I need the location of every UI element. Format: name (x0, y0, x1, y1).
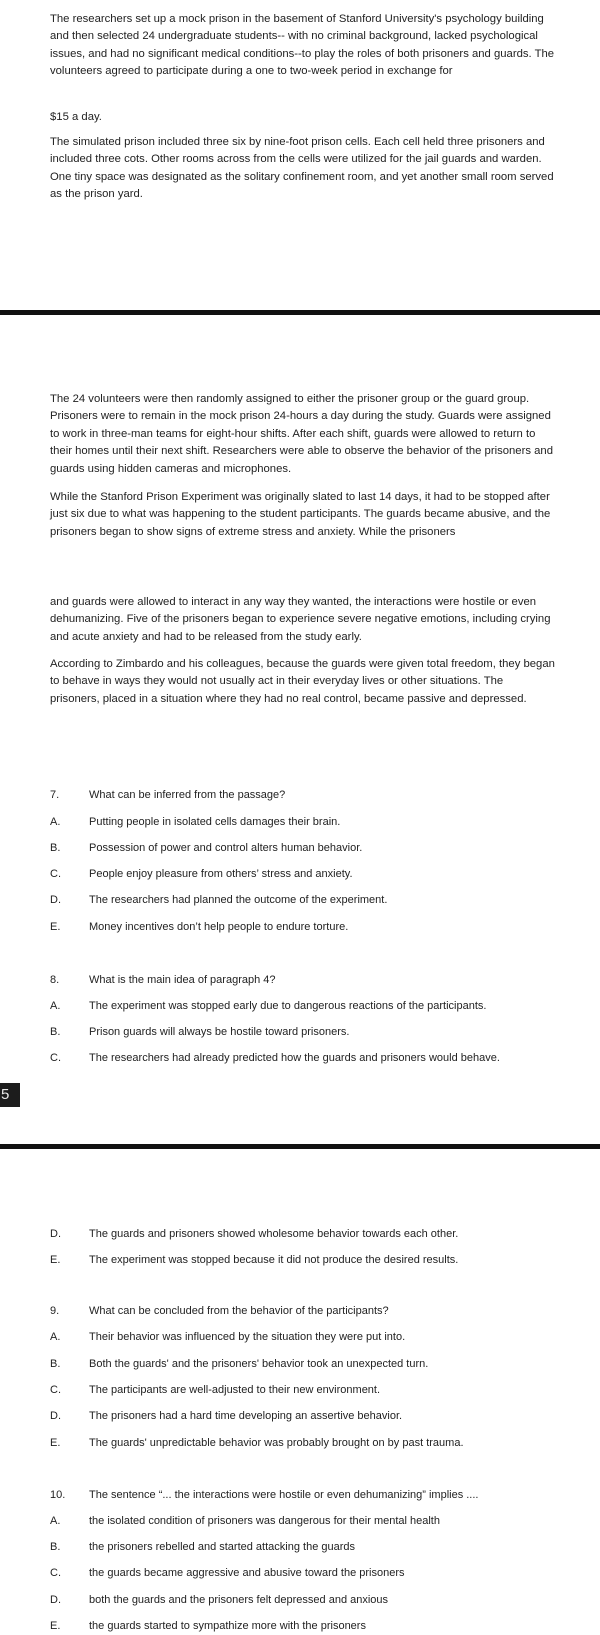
option-text: The guards and prisoners showed wholesome behavior towards each other. (89, 1228, 459, 1240)
option-text: The researchers had planned the outcome of the experiment. (89, 894, 388, 906)
option-letter: B. (50, 1026, 61, 1038)
option-letter: D. (50, 1228, 61, 1240)
option-letter: A. (50, 1000, 61, 1012)
paragraph-2: $15 a day. (50, 111, 102, 123)
option-text: The guards' unpredictable behavior was probably brought on by past trauma. (89, 1437, 464, 1449)
paragraph-3: The simulated prison included three six by nine-foot prison cells. Each cell held three prisoners and included three cots. Other rooms across from the cells were utilized for the jail guards and warden. One tiny space was designated as the solitary confinement room, and yet another small room served as the prison yard. (50, 136, 554, 201)
option-text: The experiment was stopped because it did not produce the desired results. (89, 1254, 459, 1266)
question-number: 8. (50, 974, 60, 986)
paragraph-7: According to Zimbardo and his colleagues, because the guards were given total freedom, they began to behave in ways they would not usually act in their everyday lives or other situations. The prisoners, placed in a situation where they had no real control, became passive and depressed. (50, 658, 555, 705)
question-text: What can be concluded from the behavior of the participants? (89, 1305, 389, 1317)
question-number: 7. (50, 789, 60, 801)
option-text: Both the guards' and the prisoners' behavior took an unexpected turn. (89, 1358, 429, 1370)
option-letter: C. (50, 868, 61, 880)
option-letter: D. (50, 894, 61, 906)
option-text: the prisoners rebelled and started attacking the guards (89, 1541, 355, 1553)
paragraph-1: The researchers set up a mock prison in the basement of Stanford University's psychology building and then selected 24 undergraduate students-- with no criminal background, lacked psychological issues, and had no significant medical conditions--to play the roles of both prisoners and guards. The volunteers agreed to participate during a one to two-week period in exchange for (50, 13, 555, 78)
option-text: The prisoners had a hard time developing an assertive behavior. (89, 1410, 403, 1422)
option-text: both the guards and the prisoners felt depressed and anxious (89, 1594, 389, 1606)
option-letter: D. (50, 1594, 61, 1606)
page-number: 5 (0, 1083, 20, 1107)
paragraph-4: The 24 volunteers were then randomly assigned to either the prisoner group or the guard group. Prisoners were to remain in the mock prison 24-hours a day during the study. Guards were assigned to work in three-man teams for eight-hour shifts. After each shift, guards were allowed to return to their homes until their next shift. Researchers were able to observe the behavior of the prisoners and guards using hidden cameras and microphones. (50, 393, 553, 475)
option-letter: B. (50, 842, 61, 854)
option-text: Possession of power and control alters human behavior. (89, 842, 363, 854)
option-letter: E. (50, 1437, 61, 1449)
option-text: The experiment was stopped early due to dangerous reactions of the participants. (89, 1000, 487, 1012)
option-text: People enjoy pleasure from others’ stress and anxiety. (89, 868, 353, 880)
paragraph-5: While the Stanford Prison Experiment was originally slated to last 14 days, it had to be stopped after just six due to what was happening to the student participants. The guards became abusive, and the prisoners began to show signs of extreme stress and anxiety. While the prisoners (50, 491, 551, 538)
option-letter: E. (50, 1620, 61, 1632)
question-text: What can be inferred from the passage? (89, 789, 286, 801)
option-text: Putting people in isolated cells damages their brain. (89, 816, 341, 828)
option-letter: B. (50, 1541, 61, 1553)
question-number: 10. (50, 1489, 66, 1501)
question-text: What is the main idea of paragraph 4? (89, 974, 276, 986)
option-text: the guards became aggressive and abusive toward the prisoners (89, 1567, 405, 1579)
option-letter: B. (50, 1358, 61, 1370)
option-letter: E. (50, 921, 61, 933)
option-letter: A. (50, 816, 61, 828)
option-text: Prison guards will always be hostile toward prisoners. (89, 1026, 350, 1038)
option-text: Their behavior was influenced by the situation they were put into. (89, 1331, 406, 1343)
question-text: The sentence “... the interactions were hostile or even dehumanizing” implies .... (89, 1489, 479, 1501)
question-number: 9. (50, 1305, 60, 1317)
option-text: the isolated condition of prisoners was dangerous for their mental health (89, 1515, 440, 1527)
option-text: the guards started to sympathize more with the prisoners (89, 1620, 366, 1632)
page-divider (0, 310, 600, 315)
option-letter: D. (50, 1410, 61, 1422)
option-text: The researchers had already predicted how the guards and prisoners would behave. (89, 1052, 500, 1064)
option-letter: A. (50, 1515, 61, 1527)
option-letter: C. (50, 1052, 61, 1064)
paragraph-6: and guards were allowed to interact in any way they wanted, the interactions were hostile or even dehumanizing. Five of the prisoners began to experience severe negative emotions, including crying and acute anxiety and had to be released from the study early. (50, 596, 551, 643)
option-text: Money incentives don’t help people to endure torture. (89, 921, 349, 933)
option-letter: E. (50, 1254, 61, 1266)
option-letter: C. (50, 1384, 61, 1396)
page-divider (0, 1144, 600, 1149)
option-letter: A. (50, 1331, 61, 1343)
option-text: The participants are well-adjusted to their new environment. (89, 1384, 381, 1396)
option-letter: C. (50, 1567, 61, 1579)
